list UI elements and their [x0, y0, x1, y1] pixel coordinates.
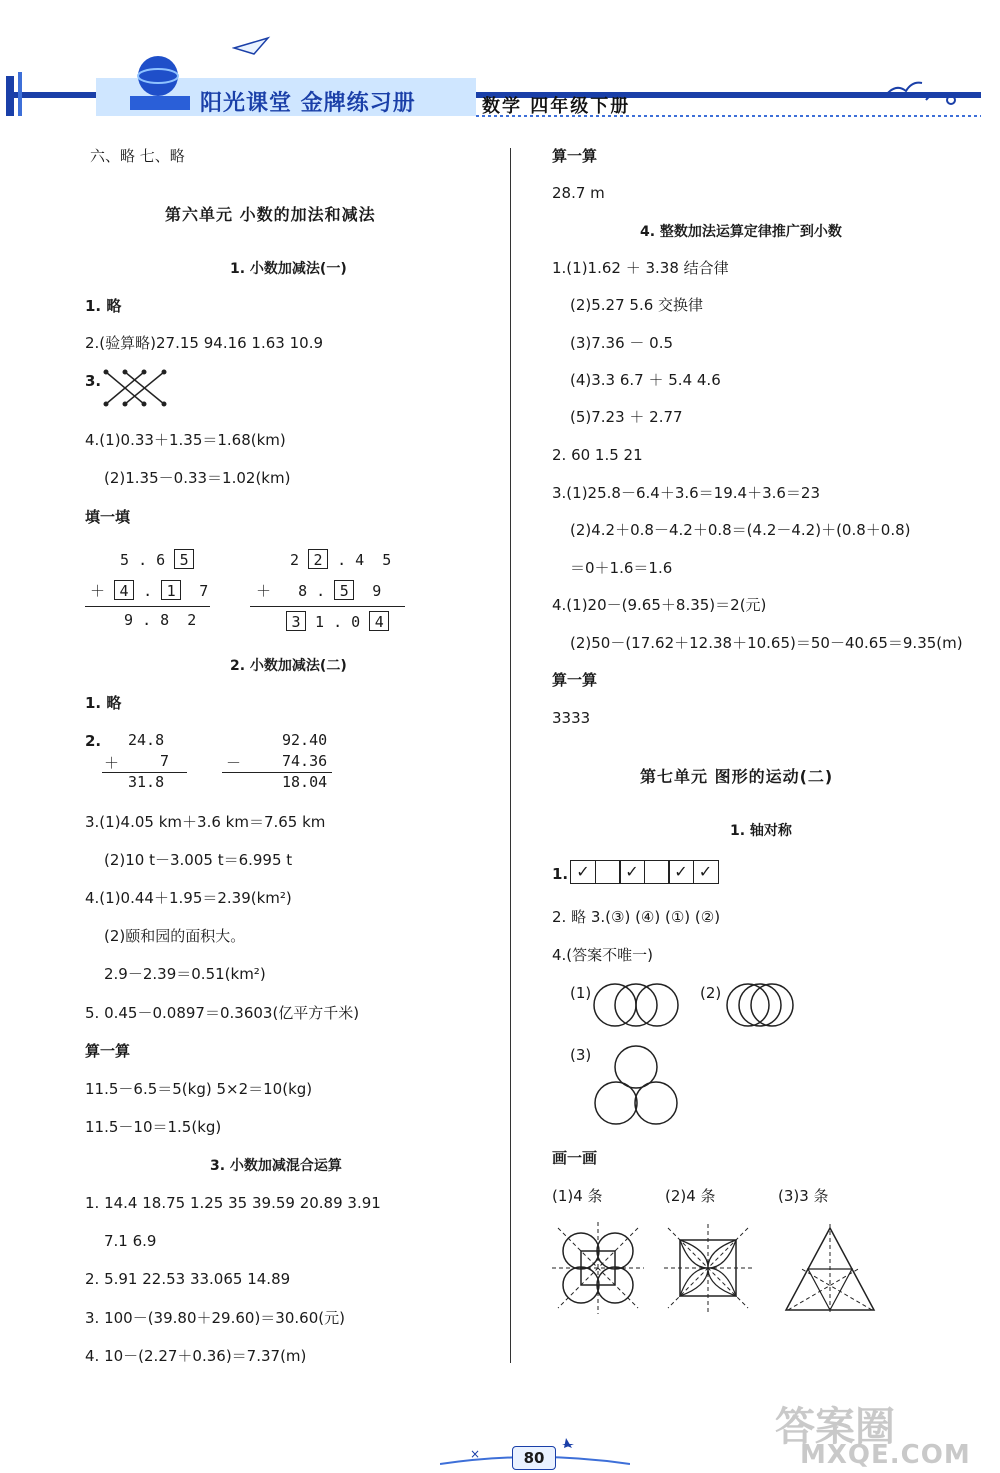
s1-q2: 2.(验算略)27.15 94.16 1.63 10.9	[85, 334, 324, 352]
s2-q1: 1. 略	[85, 694, 122, 712]
calc2-label: 算一算	[552, 671, 598, 689]
fig2-label: (2)	[700, 984, 722, 1002]
s4-q1c: (3)7.36 － 0.5	[570, 334, 674, 352]
fill1-row3: 9 . 8 2	[124, 611, 197, 629]
s4-q4a: 4.(1)20－(9.65＋8.35)＝2(元)	[552, 596, 767, 614]
s2-q3b: (2)10 t－3.005 t＝6.995 t	[104, 851, 293, 869]
watermark-logo: 答案圈	[775, 1404, 895, 1450]
draw-a: (1)4 条	[552, 1187, 603, 1205]
fill1-box: 5	[174, 549, 194, 569]
overlapping-circles-1	[590, 980, 682, 1030]
calc-answer: 28.7 m	[552, 184, 605, 202]
symmetry-figure-square	[660, 1220, 756, 1316]
symmetry-figure-triangle	[780, 1222, 880, 1316]
book-title: 阳光课堂 金牌练习册	[200, 91, 416, 116]
fig1-label: (1)	[570, 984, 592, 1002]
section4-title: 4. 整数加法运算定律推广到小数	[640, 224, 842, 240]
s2-v2-top: 92.40	[282, 731, 328, 749]
s4-q3b: (2)4.2＋0.8－4.2＋0.8＝(4.2－4.2)＋(0.8＋0.8)	[570, 521, 911, 539]
s4-q3c: ＝0＋1.6＝1.6	[570, 559, 673, 577]
s3-q4: 4. 10－(2.27＋0.36)＝7.37(m)	[85, 1347, 307, 1365]
check-cell: ✓	[693, 860, 719, 884]
s2-q4b: (2)颐和园的面积大。	[104, 927, 246, 945]
calc1-b: 11.5－10＝1.5(kg)	[85, 1118, 222, 1136]
s3-q1a: 1. 14.4 18.75 1.25 35 39.59 20.89 3.91	[85, 1194, 381, 1212]
s2-q4c: 2.9－2.39＝0.51(km²)	[104, 965, 266, 983]
s4-q1a: 1.(1)1.62 ＋ 3.38 结合律	[552, 259, 729, 277]
calc2-answer: 3333	[552, 709, 591, 727]
overlapping-circles-2	[722, 980, 802, 1030]
section1-title: 1. 小数加减法(一)	[230, 261, 347, 277]
s1-q4b: (2)1.35－0.33＝1.02(km)	[104, 469, 291, 487]
s4-q2: 2. 60 1.5 21	[552, 446, 643, 464]
check-cell: ✓	[668, 860, 694, 884]
answer-6-7: 六、略 七、略	[90, 147, 185, 165]
fig3-label: (3)	[570, 1046, 592, 1064]
s5-q2-q3: 2. 略 3.(③) (④) (①) (②)	[552, 908, 721, 926]
s2-v2-res: 18.04	[282, 773, 328, 791]
fill1-row1: 5 . 6 5	[120, 549, 194, 569]
page-number: 80	[512, 1446, 556, 1470]
check-cell	[644, 860, 670, 884]
s1-q4a: 4.(1)0.33＋1.35＝1.68(km)	[85, 431, 286, 449]
s4-q1e: (5)7.23 ＋ 2.77	[570, 408, 683, 426]
s1-q3: 3.	[85, 372, 102, 390]
s2-v1-mid: 7	[160, 752, 170, 770]
section3-title: 3. 小数加减混合运算	[210, 1158, 342, 1174]
s4-q1d: (4)3.3 6.7 ＋ 5.4 4.6	[570, 371, 721, 389]
s2-q4a: 4.(1)0.44＋1.95＝2.39(km²)	[85, 889, 292, 907]
fill2-row2: ＋ 8 . 5 9	[256, 582, 382, 600]
check-cell: ✓	[570, 860, 596, 884]
s1-q1: 1. 略	[85, 297, 122, 315]
fill2-row3: 3 1 . 0 4	[286, 611, 389, 631]
s2-v1-op: ＋	[104, 754, 120, 772]
s2-v1-top: 24.8	[128, 731, 165, 749]
calc1-a: 11.5－6.5＝5(kg) 5×2＝10(kg)	[85, 1080, 313, 1098]
s5-q1-checkboxes	[570, 860, 717, 884]
fill1-sum-line	[85, 606, 210, 607]
s2-q2-label: 2.	[85, 732, 102, 750]
fill2-row1: 2 2 . 4 5	[290, 551, 392, 569]
fill-label: 填一填	[85, 508, 131, 526]
calc1-label: 算一算	[85, 1042, 131, 1060]
fill1-row2: ＋ 4 . 1 7	[90, 582, 209, 600]
s2-q3a: 3.(1)4.05 km＋3.6 km＝7.65 km	[85, 813, 326, 831]
book-subject: 数学 四年级下册	[482, 96, 631, 117]
s2-v2-mid: 74.36	[282, 752, 328, 770]
unit6-title: 第六单元 小数的加法和减法	[165, 205, 376, 224]
three-circles-pyramid	[592, 1043, 684, 1129]
paper-plane-icon	[232, 34, 272, 58]
section5-title: 1. 轴对称	[730, 823, 792, 839]
watermark-url: MXQE.COM	[800, 1440, 971, 1470]
check-cell	[595, 860, 621, 884]
column-divider	[510, 148, 511, 1363]
matching-lines-diagram	[100, 366, 172, 410]
s3-q3: 3. 100－(39.80＋29.60)＝30.60(元)	[85, 1309, 345, 1327]
check-cell: ✓	[619, 860, 645, 884]
draw-label: 画一画	[552, 1149, 598, 1167]
draw-c: (3)3 条	[778, 1187, 829, 1205]
s3-q2: 2. 5.91 22.53 33.065 14.89	[85, 1270, 291, 1288]
s4-q3a: 3.(1)25.8－6.4＋3.6＝19.4＋3.6＝23	[552, 484, 821, 502]
unit7-title: 第七单元 图形的运动(二)	[640, 767, 834, 786]
s3-q1b: 7.1 6.9	[104, 1232, 157, 1250]
s5-q4: 4.(答案不唯一)	[552, 946, 654, 964]
s2-v1-res: 31.8	[128, 773, 165, 791]
s5-q1-label: 1.	[552, 865, 569, 883]
s2-v2-op: －	[226, 754, 242, 772]
svg-text:×: ×	[470, 1447, 481, 1461]
symmetry-figure-circles	[550, 1220, 646, 1316]
globe-icon	[120, 44, 200, 114]
s4-q4b: (2)50－(17.62＋12.38＋10.65)＝50－40.65＝9.35(m)	[570, 634, 963, 652]
s4-q1b: (2)5.27 5.6 交换律	[570, 296, 704, 314]
calc-label: 算一算	[552, 147, 598, 165]
section2-title: 2. 小数加减法(二)	[230, 658, 347, 674]
draw-b: (2)4 条	[665, 1187, 716, 1205]
s2-q5: 5. 0.45－0.0897＝0.3603(亿平方千米)	[85, 1004, 360, 1022]
fill2-sum-line	[250, 606, 405, 607]
